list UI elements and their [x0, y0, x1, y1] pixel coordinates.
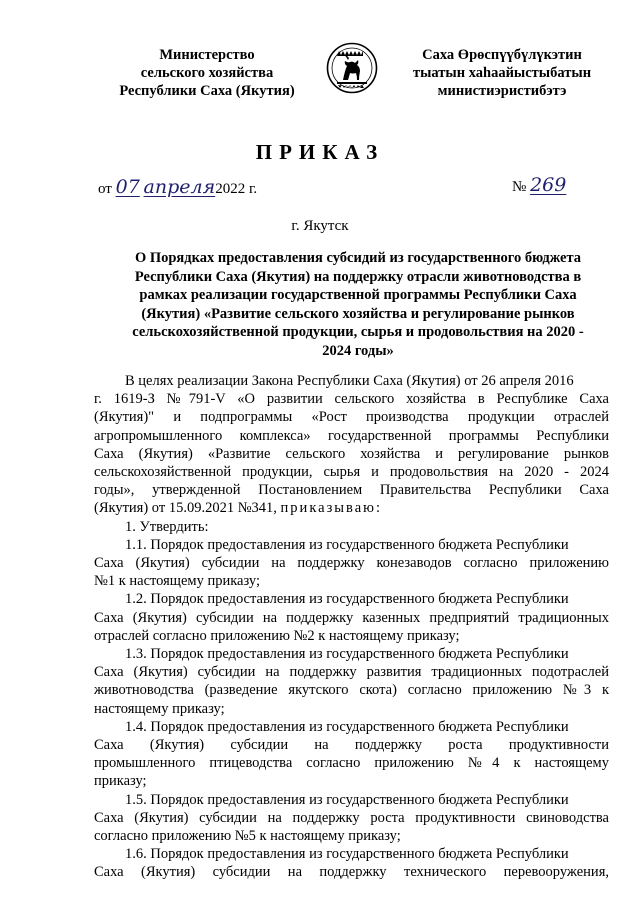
body-line: агропромышленного комплекса» государственной программы Республики — [94, 427, 609, 444]
document-title: ПРИКАЗ — [255, 140, 385, 164]
orders-word: приказываю: — [280, 500, 382, 517]
body-line: Саха (Якутия) субсидии на поддержку технического перевооружения, — [94, 864, 609, 881]
number-label: № — [512, 179, 527, 195]
body-line-text: (Якутия) от 15.09.2021 №341, — [94, 500, 277, 517]
body-line — [94, 499, 609, 517]
body-line: г. 1619-З №791-V «О развитии сельского хозяйства в Республике Саха — [94, 391, 609, 408]
order-number — [512, 174, 566, 196]
body-line: 1.3. Порядок предоставления из государственного бюджета Республики — [125, 646, 569, 663]
body-line: 1. Утвердить: — [125, 518, 209, 535]
republic-emblem-icon — [326, 42, 378, 94]
body-line: сельскохозяйственной продукции, сырья и продовольствия на 2020 - 2024 — [94, 464, 609, 481]
ministry-name-russian — [112, 46, 302, 100]
subject-line: сельскохозяйственной продукции, сырья и продовольствия на 2020 - — [132, 324, 584, 340]
order-subject — [108, 249, 608, 360]
body-line: Саха (Якутия) «Развитие сельского хозяйства и регулирование рынков — [94, 445, 609, 462]
body-line: животноводства (разведение якутского скота) согласно приложению №3 к — [94, 682, 609, 699]
body-line: отраслей согласно приложению №2 к настоящему приказу; — [94, 627, 460, 644]
body-line: приказу; — [94, 773, 147, 790]
body-line: 1.1. Порядок предоставления из государственного бюджета Республики — [125, 536, 569, 553]
date-suffix: 2022 г. — [215, 181, 258, 197]
body-line: №1 к настоящему приказу; — [94, 573, 260, 590]
body-line: Саха (Якутия) субсидии на поддержку конезаводов согласно приложению — [94, 555, 609, 572]
body-line: Саха (Якутия) субсидии на поддержку роста продуктивности свиноводства — [94, 809, 609, 826]
body-line: 1.4. Порядок предоставления из государственного бюджета Республики — [125, 718, 569, 735]
order-body — [94, 372, 609, 882]
number-value-handwritten: 269 — [530, 174, 567, 196]
city-line: г. Якутск — [291, 218, 349, 234]
subject-line: рамках реализации государственной программы Республики Саха — [139, 287, 577, 303]
body-line: настоящему приказу; — [94, 700, 225, 717]
subject-line: 2024 годы» — [322, 342, 394, 359]
ministry-name-sakha — [402, 46, 602, 100]
date-month-handwritten: апреля — [143, 176, 216, 198]
body-line: Саха (Якутия) субсидии на поддержку развития традиционных подотраслей — [94, 664, 609, 681]
subject-line: Республики Саха (Якутия) на поддержку отрасли животноводства в — [134, 268, 582, 285]
header-left-line: Министерство — [159, 47, 255, 63]
body-line: Саха (Якутия) субсидии на поддержку казенных предприятий традиционных — [94, 609, 609, 626]
body-line: 1.6. Порядок предоставления из государственного бюджета Республики — [125, 846, 569, 863]
header-right-line: тыатын хаһаайыстыбатын — [412, 65, 592, 81]
body-line: В целях реализации Закона Республики Саха (Якутия) от 26 апреля 2016 — [125, 373, 574, 389]
body-line: годы», утвержденной Постановлением Правительства Республики Саха — [94, 482, 609, 499]
header-left-line: Республики Саха (Якутия) — [119, 83, 295, 99]
order-date — [98, 176, 257, 198]
body-line: Саха (Якутия) субсидии на поддержку роста продуктивности — [94, 737, 609, 754]
body-line: 1.5. Порядок предоставления из государственного бюджета Республики — [125, 791, 569, 808]
header-right-line: министиэристибэтэ — [437, 83, 567, 99]
subject-line: (Якутия) «Развитие сельского хозяйства и регулирование рынков — [141, 305, 575, 322]
date-prefix: от — [98, 181, 112, 197]
body-line: 1.2. Порядок предоставления из государственного бюджета Республики — [125, 591, 569, 608]
header-left-line: сельского хозяйства — [140, 65, 274, 81]
body-line: промышленного птицеводства согласно приложению №4 к настоящему — [94, 755, 609, 772]
header-right-line: Саха Өрөспүүбүлүкэтин — [422, 47, 582, 63]
body-line: согласно приложению №5 к настоящему приказу; — [94, 828, 401, 845]
date-day-handwritten: 07 — [115, 176, 140, 198]
subject-line: О Порядках предоставления субсидий из государственного бюджета — [134, 250, 582, 266]
body-line: (Якутия)" и подпрограммы «Рост производства продукции отраслей — [94, 409, 609, 426]
